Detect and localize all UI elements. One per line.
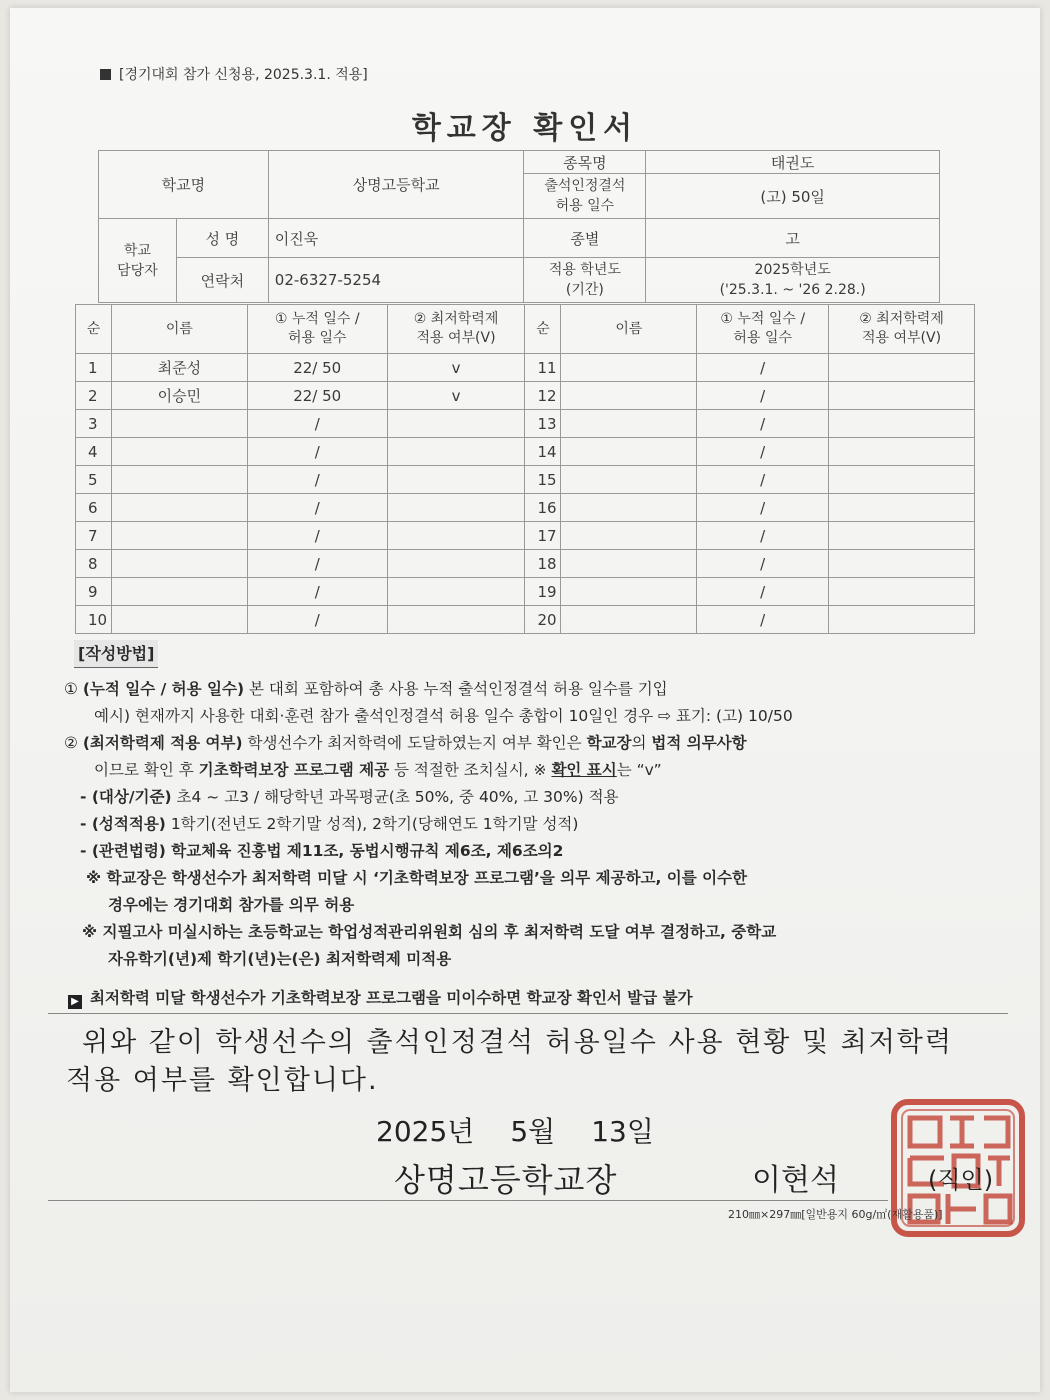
row-days: / <box>697 438 829 466</box>
guide-heading: [작성방법] <box>74 640 158 668</box>
header-min-right-line2: 적용 여부(V) <box>862 330 942 346</box>
table-row <box>76 382 975 410</box>
absence-value: (고) 50일 <box>646 174 940 219</box>
issue-date <box>376 1110 690 1150</box>
row-name <box>561 438 697 466</box>
row-check <box>387 578 525 606</box>
guide-note-2: ※ 지필고사 미실시하는 초등학교는 학업성적관리위원회 심의 후 최저학력 도달 여부 결정하고, 중학교 <box>82 923 777 941</box>
type-label: 종별 <box>524 219 646 258</box>
item2-line2-b: 등 적절한 조치실시, ※ <box>389 761 552 779</box>
row-no: 15 <box>525 466 561 494</box>
row-check: v <box>387 354 525 382</box>
header-min-right <box>829 305 975 354</box>
row-days: / <box>247 438 387 466</box>
row-check <box>387 494 525 522</box>
table-row <box>76 466 975 494</box>
guide-note-1: ※ 학교장은 학생선수가 최저학력 미달 시 ‘기초학력보장 프로그램’을 의무 제공하고, 이를 이수한 <box>86 869 748 887</box>
header-days-line2: 허용 일수 <box>287 330 347 346</box>
guide-item-2-line2 <box>64 757 1004 784</box>
row-name <box>111 494 247 522</box>
form-tag <box>100 64 368 84</box>
item2-line2-bold2: 확인 표시 <box>551 761 617 779</box>
item2-line2-c: 는 “v” <box>616 761 662 779</box>
header-days-right-line1: ① 누적 일수 / <box>720 311 806 327</box>
sub2-text: 1학기(전년도 2학기말 성적), 2학기(당해연도 1학기말 성적) <box>165 815 579 833</box>
table-row <box>76 550 975 578</box>
header-min-line2: 적용 여부(V) <box>416 330 496 346</box>
row-check <box>387 466 525 494</box>
year-value <box>646 258 940 303</box>
header-min <box>387 305 525 354</box>
row-no: 6 <box>76 494 112 522</box>
year-value-line2: ('25.3.1. ~ '26 2.28.) <box>719 282 866 298</box>
warning-text: 최저학력 미달 학생선수가 기초학력보장 프로그램을 미이수하면 학교장 확인서 발급 불가 <box>90 989 693 1007</box>
row-no: 10 <box>76 606 112 634</box>
row-no: 7 <box>76 522 112 550</box>
row-check <box>829 354 975 382</box>
row-check <box>387 550 525 578</box>
sub1-text: 초4 ~ 고3 / 해당학년 과목평균(초 50%, 중 40%, 고 30%) 적용 <box>171 788 619 806</box>
item2-line2-bold: 기초학력보장 프로그램 제공 <box>198 761 390 779</box>
item2-bold-b: 학교장 <box>586 734 632 752</box>
row-no: 8 <box>76 550 112 578</box>
row-no: 18 <box>525 550 561 578</box>
arrow-box-icon: ▶ <box>68 995 82 1009</box>
guide-item-1 <box>64 676 1004 703</box>
event-value: 태권도 <box>646 151 940 174</box>
table-row <box>76 578 975 606</box>
row-name <box>561 354 697 382</box>
header-name-right: 이름 <box>561 305 697 354</box>
header-name: 이름 <box>111 305 247 354</box>
row-no: 16 <box>525 494 561 522</box>
row-name <box>111 466 247 494</box>
divider-bottom <box>48 1200 888 1201</box>
manager-label <box>99 219 177 303</box>
row-name <box>561 382 697 410</box>
item1-bold: (누적 일수 / 허용 일수) <box>82 680 245 698</box>
writing-guide <box>64 640 1004 1012</box>
row-name <box>111 550 247 578</box>
row-name: 최준성 <box>111 354 247 382</box>
row-no: 20 <box>525 606 561 634</box>
name-value: 이진욱 <box>268 219 524 258</box>
absence-label-line2: 허용 일수 <box>555 198 615 214</box>
manager-label-line1: 학교 <box>123 242 151 259</box>
item2-line2-a: 이므로 확인 후 <box>94 761 199 779</box>
absence-label-line1: 출석인정결석 <box>544 178 626 194</box>
item2-text-a: 학생선수가 최저학력에 도달하였는지 여부 확인은 <box>242 734 587 752</box>
row-name <box>111 578 247 606</box>
row-check <box>829 550 975 578</box>
school-label: 학교명 <box>99 151 269 219</box>
item1-text: 본 대회 포함하여 총 사용 누적 출석인정결석 허용 일수를 기입 <box>244 680 668 698</box>
row-no: 13 <box>525 410 561 438</box>
manager-label-line2: 담당자 <box>117 262 158 279</box>
row-name <box>111 438 247 466</box>
roster-table <box>75 304 975 634</box>
row-days: / <box>697 522 829 550</box>
row-days: / <box>247 606 387 634</box>
guide-sub-1 <box>64 784 1004 811</box>
row-no: 2 <box>76 382 112 410</box>
table-row <box>76 410 975 438</box>
table-row <box>76 354 975 382</box>
row-name <box>561 550 697 578</box>
row-days: / <box>697 578 829 606</box>
item2-text-c: 의 <box>631 734 652 752</box>
square-bullet-icon <box>100 69 111 80</box>
year-label-line1: 적용 학년도 <box>548 262 621 278</box>
header-days-right-line2: 허용 일수 <box>733 330 792 346</box>
row-no: 17 <box>525 522 561 550</box>
row-no: 11 <box>525 354 561 382</box>
row-no: 5 <box>76 466 112 494</box>
roster-header-row <box>76 305 975 354</box>
table-row <box>76 522 975 550</box>
row-check <box>387 438 525 466</box>
guide-sub-2 <box>64 811 1004 838</box>
row-days: 22/ 50 <box>247 382 387 410</box>
school-value: 상명고등학교 <box>268 151 524 219</box>
row-no: 1 <box>76 354 112 382</box>
contact-value: 02-6327-5254 <box>268 258 524 303</box>
row-days: 22/ 50 <box>247 354 387 382</box>
item2-mark: ② <box>64 734 78 752</box>
row-name <box>561 606 697 634</box>
event-label: 종목명 <box>524 151 646 174</box>
year-label <box>524 258 646 303</box>
row-no: 19 <box>525 578 561 606</box>
header-days-line1: ① 누적 일수 / <box>274 311 360 327</box>
year-label-line2: (기간) <box>565 282 604 298</box>
row-days: / <box>697 606 829 634</box>
info-table <box>98 150 940 303</box>
header-no-right: 순 <box>525 305 561 354</box>
sub1-bold: - (대상/기준) <box>80 788 172 806</box>
principal-title: 상명고등학교장 <box>394 1161 618 1199</box>
row-days: / <box>247 410 387 438</box>
row-days: / <box>247 550 387 578</box>
guide-warning <box>64 985 1004 1012</box>
date-day: 13일 <box>591 1115 654 1148</box>
item2-bold: (최저학력제 적용 여부) <box>82 734 243 752</box>
header-days <box>247 305 387 354</box>
row-days: / <box>247 522 387 550</box>
guide-item-2 <box>64 730 1004 757</box>
guide-sub-3 <box>64 838 1004 865</box>
type-value: 고 <box>646 219 940 258</box>
header-no: 순 <box>76 305 112 354</box>
row-days: / <box>247 494 387 522</box>
absence-label <box>524 174 646 219</box>
row-check <box>829 466 975 494</box>
row-check <box>829 382 975 410</box>
row-check <box>829 578 975 606</box>
date-month: 5월 <box>510 1115 556 1148</box>
sub3-bold: - (관련법령) 학교체육 진흥법 제11조, 동법시행규칙 제6조, 제6조의2 <box>80 842 564 860</box>
name-label: 성 명 <box>176 219 268 258</box>
row-check <box>829 438 975 466</box>
item2-bold-d: 법적 의무사항 <box>651 734 747 752</box>
row-no: 4 <box>76 438 112 466</box>
principal-name: 이현석 <box>752 1163 839 1198</box>
year-value-line1: 2025학년도 <box>754 262 831 278</box>
table-row <box>76 494 975 522</box>
header-min-line1: ② 최저학력제 <box>413 311 499 327</box>
header-min-right-line1: ② 최저학력제 <box>859 311 944 327</box>
row-name <box>111 410 247 438</box>
guide-note-1-line2: 경우에는 경기대회 참가를 의무 허용 <box>108 896 355 914</box>
row-check <box>387 522 525 550</box>
row-days: / <box>697 494 829 522</box>
confirmation-line1: 위와 같이 학생선수의 출석인정결석 허용일수 사용 현황 및 최저학력 <box>82 1027 953 1058</box>
row-days: / <box>697 550 829 578</box>
row-name <box>561 410 697 438</box>
form-tag-text: [경기대회 참가 신청용, 2025.3.1. 적용] <box>119 67 368 83</box>
row-days: / <box>697 466 829 494</box>
row-check: v <box>387 382 525 410</box>
guide-note-2-line2: 자유학기(년)제 학기(년)는(은) 최저학력제 미적용 <box>108 950 452 968</box>
row-days: / <box>247 466 387 494</box>
table-row <box>76 438 975 466</box>
paper-spec: 210㎜×297㎜[일반용지 60g/㎡(재활용품)] <box>728 1208 943 1221</box>
row-check <box>829 494 975 522</box>
row-name <box>561 466 697 494</box>
row-name <box>111 522 247 550</box>
row-days: / <box>697 410 829 438</box>
confirmation-line2: 적용 여부를 확인합니다. <box>66 1065 379 1096</box>
date-year: 2025년 <box>376 1115 475 1148</box>
row-no: 3 <box>76 410 112 438</box>
row-days: / <box>697 354 829 382</box>
row-days: / <box>247 578 387 606</box>
divider-top <box>48 1013 1008 1014</box>
table-row <box>76 606 975 634</box>
guide-item-1-example: 예시) 현재까지 사용한 대회·훈련 참가 출석인정결석 허용 일수 총합이 10일인 경우 ⇨ 표기: (고) 10/50 <box>94 707 793 725</box>
row-name <box>561 494 697 522</box>
header-days-right <box>697 305 829 354</box>
confirmation-text <box>66 1024 1016 1100</box>
row-check <box>387 410 525 438</box>
row-check <box>387 606 525 634</box>
row-check <box>829 606 975 634</box>
row-name <box>561 522 697 550</box>
row-check <box>829 410 975 438</box>
row-name <box>111 606 247 634</box>
row-no: 14 <box>525 438 561 466</box>
row-days: / <box>697 382 829 410</box>
row-check <box>829 522 975 550</box>
page-title: 학교장 확인서 <box>411 111 639 146</box>
seal-label: (직인) <box>928 1166 994 1194</box>
item1-mark: ① <box>64 680 78 698</box>
sub2-bold: - (성적적용) <box>80 815 166 833</box>
row-name: 이승민 <box>111 382 247 410</box>
contact-label: 연락처 <box>176 258 268 303</box>
row-no: 9 <box>76 578 112 606</box>
roster-body <box>76 354 975 634</box>
row-no: 12 <box>525 382 561 410</box>
row-name <box>561 578 697 606</box>
